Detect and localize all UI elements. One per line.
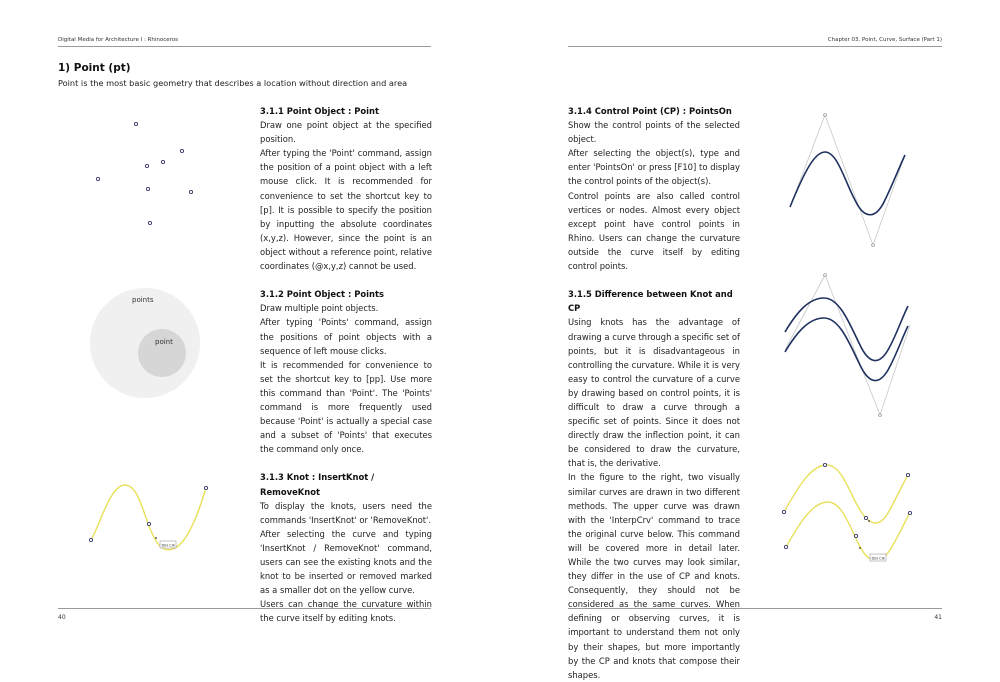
subsection-3-1-4	[568, 104, 740, 273]
paragraph: Show the control points of the selected object.	[568, 120, 740, 145]
knot-curve-figure	[82, 475, 222, 560]
yellow-curve-upper	[784, 465, 908, 523]
header-rule-right	[568, 46, 942, 47]
paragraph: After typing 'Points' command, assign the positions of point objects with a sequence of left mouse clicks.	[260, 317, 432, 356]
page-number-right: 41	[934, 614, 942, 621]
subsection-heading: 3.1.3 Knot : InsertKnot / RemoveKnot	[260, 472, 375, 497]
cursor-tag-label: Dbl Clk	[871, 555, 886, 561]
point-marker	[148, 221, 151, 224]
insert-knot-dot	[155, 537, 157, 539]
knot-point	[782, 510, 785, 513]
point-marker	[180, 149, 183, 152]
paragraph: Control points are also called control vertices or nodes. Almost every object except point have control points in Rhino. Users can change the curvature outside the curve itself by editing control points.	[568, 190, 740, 272]
subsection-3-1-3	[260, 470, 432, 625]
venn-figure	[88, 285, 203, 400]
knot-point	[908, 511, 911, 514]
navy-curve-lower	[785, 318, 908, 381]
yellow-curve	[91, 485, 206, 550]
footer-rule-right	[568, 608, 942, 609]
point-marker	[189, 190, 192, 193]
knot-vs-cp-figure	[780, 270, 920, 420]
cursor-tag-label: Dbl Clk	[161, 542, 176, 548]
knot-point	[854, 534, 857, 537]
section-description: Point is the most basic geometry that describes a location without direction and area	[58, 78, 408, 88]
section-title: 1) Point (pt)	[58, 62, 131, 74]
yellow-curve-lower	[786, 502, 910, 561]
paragraph: After selecting the curve and typing 'InsertKnot / RemoveKnot' command, users can see the existing knots and the knot to be inserted or removed marked as a smaller dot on the yellow curve.	[260, 528, 432, 596]
paragraph: To display the knots, users need the commands 'InsertKnot' or 'RemoveKnot'.	[260, 500, 432, 525]
subsection-heading: 3.1.1 Point Object : Point	[260, 106, 379, 116]
right-text-column	[568, 104, 740, 682]
subsection-3-1-2	[260, 287, 432, 456]
paragraph: It is recommended for convenience to set the shortcut key to [pp]. Use more this command than 'Point'. The 'Points' command is more frequently used because 'Point' is actually a special case and a subset of 'Points' that executes the command only once.	[260, 359, 432, 455]
subsection-3-1-1	[260, 104, 432, 273]
insert-knot-dot	[868, 520, 870, 522]
point-marker	[146, 187, 149, 190]
control-point	[879, 414, 882, 417]
control-polygon	[790, 115, 905, 245]
venn-outer-label: points	[132, 296, 154, 304]
footer-rule-left	[58, 608, 431, 609]
control-point-figure	[780, 110, 920, 250]
knot-point	[147, 522, 150, 525]
point-marker	[161, 160, 164, 163]
knot-point	[823, 463, 826, 466]
control-point	[824, 274, 827, 277]
knot-point	[204, 486, 207, 489]
paragraph: Draw multiple point objects.	[260, 303, 379, 314]
paragraph: Users can change the curvature within the curve itself by editing knots.	[260, 599, 432, 624]
left-text-column	[260, 104, 432, 625]
subsection-heading: 3.1.2 Point Object : Points	[260, 289, 384, 300]
subsection-3-1-5	[568, 287, 740, 682]
paragraph: After selecting the object(s), type and enter 'PointsOn' or press [F10] to display the control points of the object(s).	[568, 148, 740, 187]
header-rule-left	[58, 46, 431, 47]
knot-point	[906, 473, 909, 476]
interp-curve-figure	[780, 455, 920, 575]
venn-inner-label: point	[155, 338, 173, 346]
knot-point	[864, 516, 867, 519]
venn-inner-circle	[138, 329, 186, 377]
running-header-left: Digital Media for Architecture I : Rhinoceros	[58, 37, 179, 43]
point-marker	[145, 164, 148, 167]
running-header-right: Chapter 03. Point, Curve, Surface (Part 1)	[827, 37, 942, 43]
subsection-heading: 3.1.4 Control Point (CP) : PointsOn	[568, 106, 732, 116]
insert-knot-dot	[859, 547, 861, 549]
paragraph: Using knots has the advantage of drawing a curve through a specific set of points, but it is disadvantageous in controlling the curvature. While it is very easy to control the curvature of a curve by drawing based on control points, it is difficult to draw a curve through a specific set of points. Since it does not directly draw the inflection point, it can be considered to draw the curvature, that is, the derivative.	[568, 317, 740, 469]
paragraph: Draw one point object at the specified position.	[260, 120, 432, 145]
paragraph: In the figure to the right, two visually similar curves are drawn in two different methods. The upper curve was drawn with the 'InterpCrv' command to trace the original curve below. This command will be covered more in detail later. While the two curves may look similar, they differ in the use of CP and knots. Consequently, they should not be considered as the same curves. When defining or observing curves, it is important to understand them not only by their shapes, but more importantly by the CP and knots that compose their shapes.	[568, 472, 740, 680]
knot-point	[89, 538, 92, 541]
control-point	[872, 244, 875, 247]
page-number-left: 40	[58, 614, 66, 621]
subsection-heading: 3.1.5 Difference between Knot and CP	[568, 289, 733, 314]
point-marker	[134, 122, 137, 125]
points-scatter-figure	[80, 110, 210, 235]
control-point	[824, 114, 827, 117]
knot-point	[784, 545, 787, 548]
point-marker	[96, 177, 99, 180]
paragraph: After typing the 'Point' command, assign the position of a point object with a left mouse click. It is recommended for convenience to set the shortcut key to [p]. It is possible to specify the position by inputting the absolute coordinates (x,y,z). However, since the point is an object without a reference point, relative coordinates (@x,y,z) cannot be used.	[260, 148, 432, 272]
